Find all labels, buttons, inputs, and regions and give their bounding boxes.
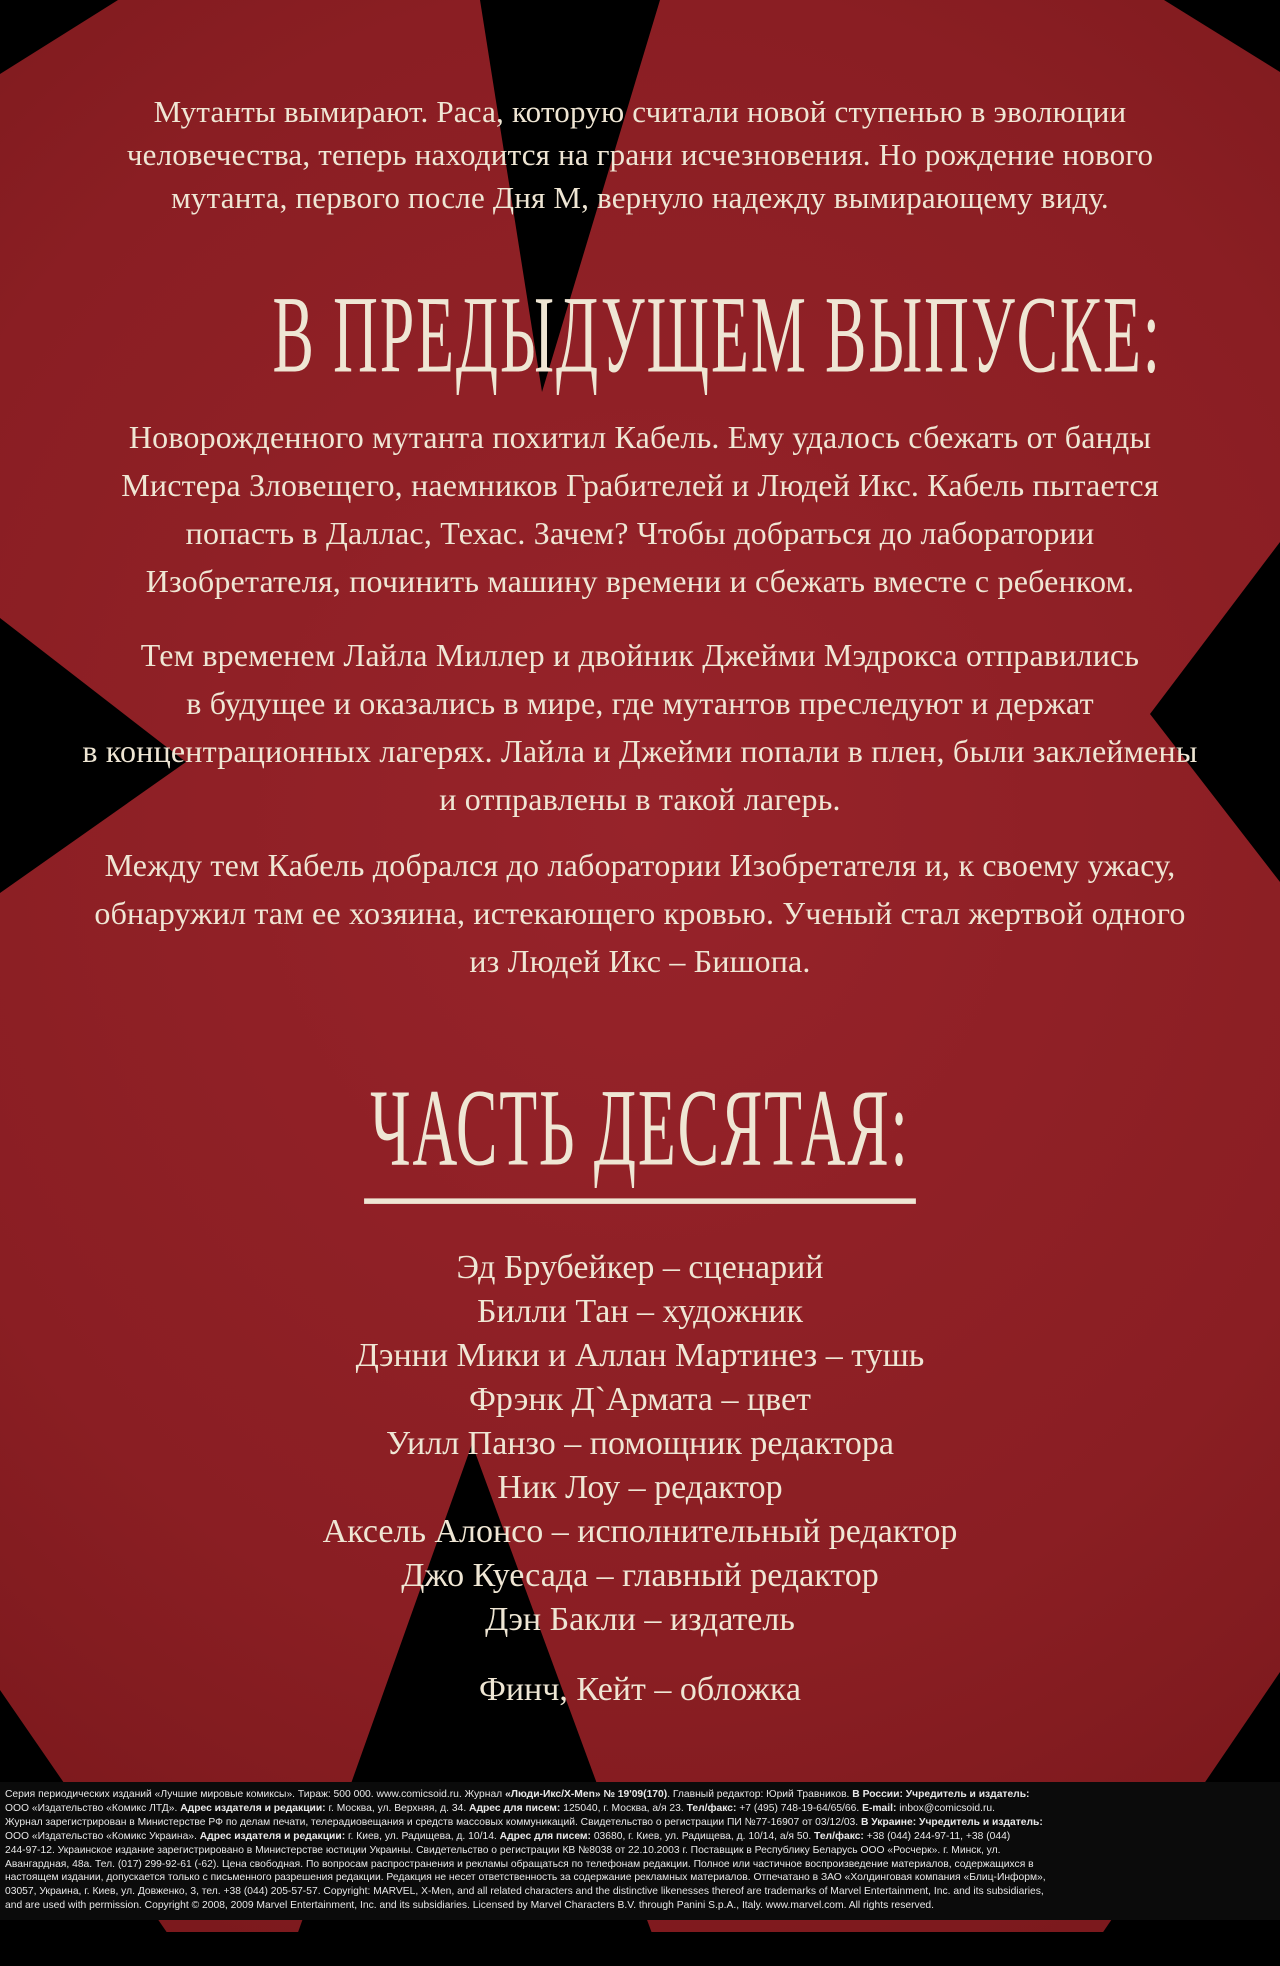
intro-text <box>0 90 1280 219</box>
text-line: и отправлены в такой лагерь. <box>439 781 841 817</box>
text-line: попасть в Даллас, Техас. Зачем? Чтобы добраться до лаборатории <box>185 515 1095 551</box>
text-line: Билли Тан – художник <box>477 1293 803 1330</box>
credits-list <box>0 1246 1280 1642</box>
text-line: обнаружил там ее хозяина, истекающего кровью. Ученый стал жертвой одного <box>94 895 1186 931</box>
text-line: Аксель Алонсо – исполнительный редактор <box>322 1513 958 1550</box>
text-line: мутанта, первого после Дня М, вернуло надежду вымирающему виду. <box>171 180 1109 215</box>
text-line: ООО «Издательство «Комикс ЛТД». Адрес издателя и редакции: г. Москва, ул. Верхняя, д. 34. Адрес для писем: 125040, г. Москва, а/я 23. Тел/факс: +7 (495) 748-19-64/65/66. E-mail: inbox@comicsoid.ru. <box>5 1802 996 1814</box>
text-line: Журнал зарегистрирован в Министерстве РФ по делам печати, телерадиовещания и средств массовых коммуникаций. Свидетельство о регистрации ПИ №77-16907 от 03/12/03. В Украине: Учредитель и издатель: <box>5 1816 1043 1828</box>
recap-paragraph-2 <box>0 631 1280 823</box>
text-line: из Людей Икс – Бишопа. <box>469 943 811 979</box>
x-arm-top-left <box>0 0 118 74</box>
text-line: Авангардная, 48а. Тел. (017) 299-92-61 (-62). Цена свободная. По вопросам распространения и рекламы обращаться по телефонам редакции. Полное или частичное воспроизведение материалов, содержащихся в <box>5 1858 1034 1870</box>
text-line: человечества, теперь находится на грани исчезновения. Но рождение нового <box>126 137 1154 172</box>
text-line: в концентрационных лагерях. Лайла и Джейми попали в плен, были заклеймены <box>82 733 1198 769</box>
bottom-black-strip <box>0 1932 1280 1966</box>
text-line: Джо Куесада – главный редактор <box>401 1557 879 1594</box>
text-line: and are used with permission. Copyright © 2008, 2009 Marvel Entertainment, Inc. and its subsidiaries. Licensed by Marvel Characters B.V. through Panini S.p.A., Italy. www.marvel.com. All rights reserved. <box>5 1900 935 1912</box>
text-line: 244-97-12. Украинское издание зарегистрировано в Министерстве юстиции Украины. Свидетельство о регистрации КВ №8038 от 22.10.2003 г. Поставщик в Республику Беларусь ООО «Росчерк». г. Минск, ул. <box>5 1844 1001 1856</box>
recap-paragraph-3 <box>0 841 1280 985</box>
text-line: Мутанты вымирают. Раса, которую считали новой ступенью в эволюции <box>153 94 1127 129</box>
part-heading <box>0 1066 1280 1189</box>
previous-issue-heading <box>0 273 1280 396</box>
text-line: Уилл Панзо – помощник редактора <box>385 1425 895 1462</box>
text-line: Фрэнк Д`Армата – цвет <box>469 1381 811 1418</box>
text-line: Тем временем Лайла Миллер и двойник Джейми Мэдрокса отправились <box>140 637 1140 673</box>
text-line: Изобретателя, починить машину времени и сбежать вместе с ребенком. <box>145 563 1135 599</box>
previous-issue-title: В ПРЕДЫДУЩЕМ ВЫПУСКЕ: <box>272 273 1162 396</box>
text-line: настоящем издании, допускается только с письменного разрешения редакции. Редакция не несет ответственность за содержание рекламных материалов. Отпечатано в ЗАО «Холдинговая компания «Блиц-Информ», <box>5 1872 1046 1884</box>
text-line: ООО «Издательство «Комикс Украина». Адрес издателя и редакции: г. Киев, ул. Радищева, д. 10/14. Адрес для писем: 03680, г. Киев, ул. Радищева, д. 10/14, а/я 50. Тел/факс: +38 (044) 244-97-11, +38 (044) <box>5 1830 1011 1842</box>
text-line: Дэн Бакли – издатель <box>485 1601 795 1638</box>
text-line: 03057, Украина, г. Киев, ул. Довженко, 3, тел. +38 (044) 205-57-57. Copyright: MARVEL, X-Men, and all related characters and the distinctive likenesses thereof are trademarks of Marvel Entertainment, Inc. and its subsidiaries, <box>5 1886 1044 1898</box>
text-line: Новорожденного мутанта похитил Кабель. Ему удалось сбежать от банды <box>128 419 1152 455</box>
part-title: ЧАСТЬ ДЕСЯТАЯ: <box>364 1073 916 1183</box>
x-arm-top-right <box>1164 0 1280 72</box>
legal-fine-print <box>0 1782 1280 1920</box>
text-line: Ник Лоу – редактор <box>497 1469 783 1506</box>
text-line: Дэнни Мики и Аллан Мартинез – тушь <box>355 1337 925 1374</box>
text-line: Эд Брубейкер – сценарий <box>456 1249 824 1286</box>
text-line: Серия периодических изданий «Лучшие мировые комиксы». Тираж: 500 000. www.comicsoid.ru. Журнал «Люди-Икс/X-Men» № 19'09(170). Главный редактор: Юрий Травников. В России: Учредитель и издатель: <box>5 1789 1030 1800</box>
text-line: Между тем Кабель добрался до лаборатории Изобретателя и, к своему ужасу, <box>104 847 1176 883</box>
text-line: в будущее и оказались в мире, где мутантов преследуют и держат <box>186 685 1094 721</box>
recap-paragraph-1 <box>0 413 1280 605</box>
cover-credit: Финч, Кейт – обложка <box>478 1671 802 1708</box>
text-line: Мистера Зловещего, наемников Грабителей и Людей Икс. Кабель пытается <box>121 467 1159 503</box>
